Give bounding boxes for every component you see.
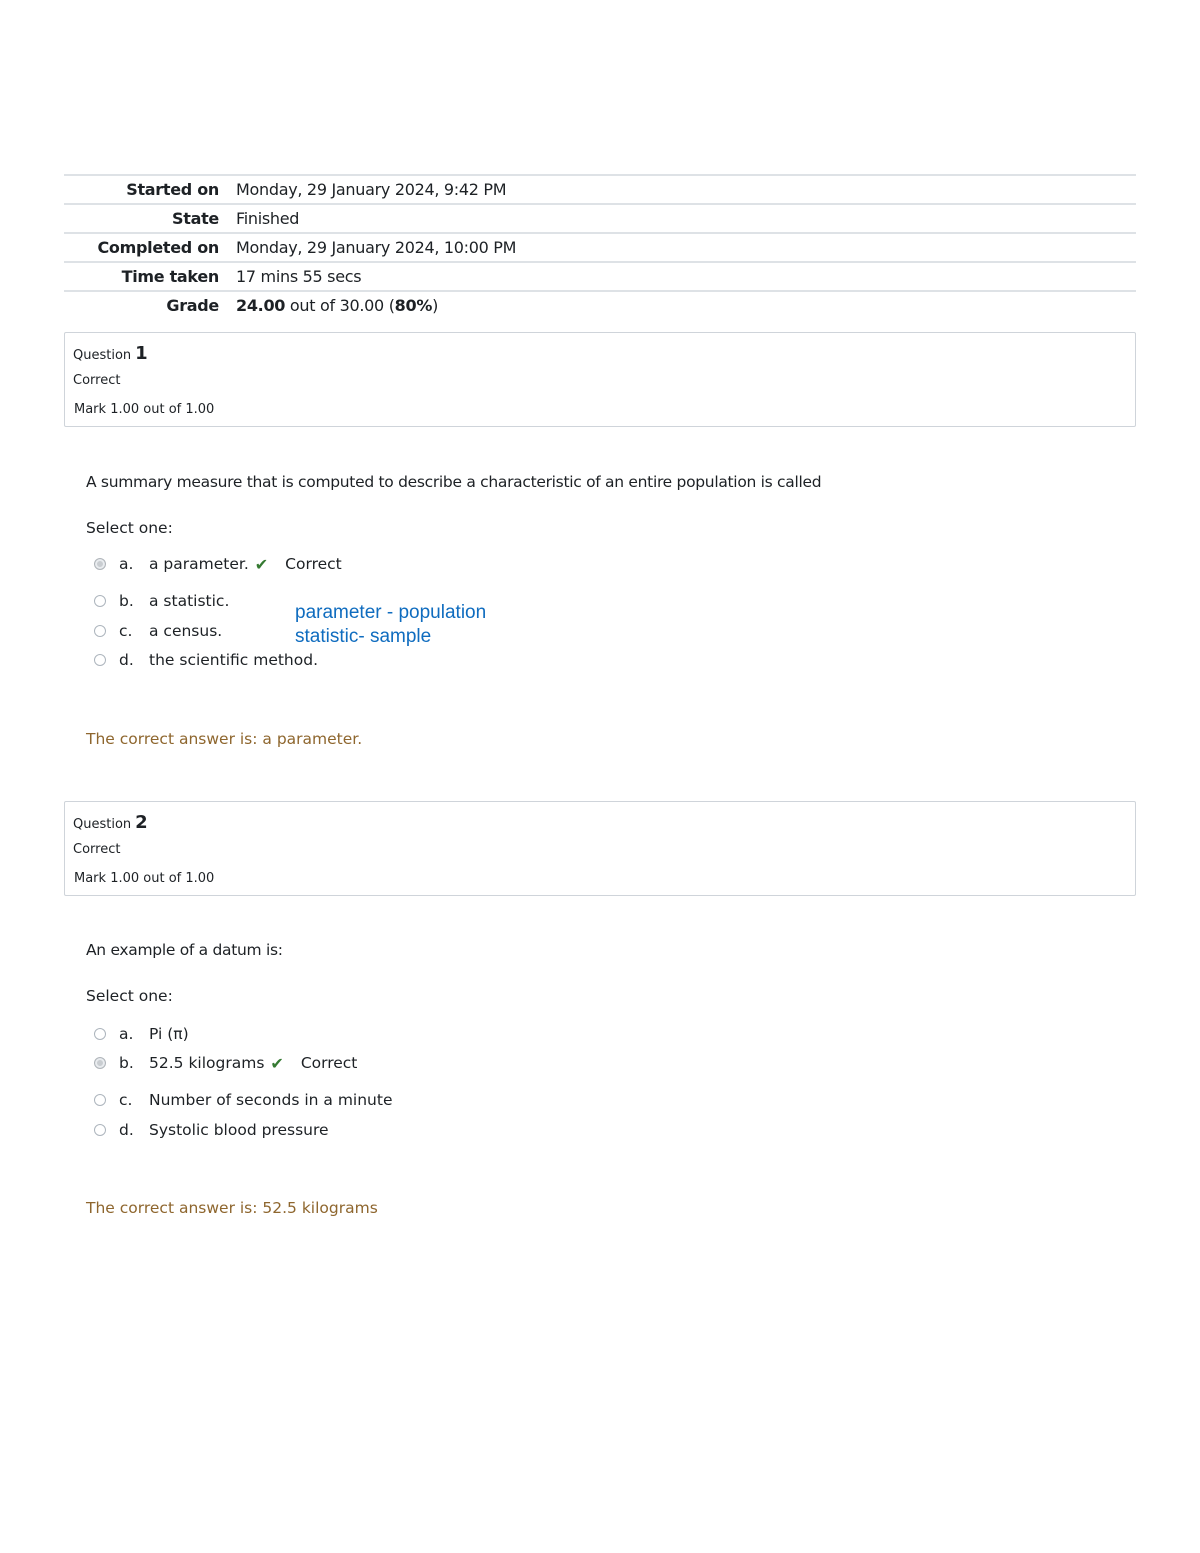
radio-button[interactable] — [94, 1094, 106, 1106]
question-mark: Mark 1.00 out of 1.00 — [74, 402, 215, 417]
option-feedback: Correct — [300, 1054, 358, 1072]
option-letter: c. — [119, 1091, 133, 1109]
quiz-summary-table — [64, 174, 1136, 319]
summary-label: State — [64, 204, 236, 233]
radio-button[interactable] — [94, 625, 106, 637]
answer-option[interactable] — [94, 1119, 329, 1141]
grade-percent: 80% — [394, 296, 433, 315]
radio-button[interactable] — [94, 1057, 106, 1069]
right-answer: The correct answer is: a parameter. — [86, 730, 363, 748]
annotation-line: parameter - population — [295, 602, 487, 623]
question-text: A summary measure that is computed to describe a characteristic of an entire population is called — [86, 473, 822, 491]
summary-label: Completed on — [64, 233, 236, 262]
answer-option[interactable] — [94, 649, 318, 671]
handwritten-annotation — [295, 601, 486, 649]
radio-button[interactable] — [94, 1028, 106, 1040]
summary-row-grade — [64, 291, 1136, 319]
option-text: a statistic. — [149, 592, 230, 610]
question-number — [73, 343, 148, 364]
answer-option[interactable] — [94, 620, 222, 642]
question-state: Correct — [73, 842, 121, 857]
option-text: a census. — [149, 622, 223, 640]
select-one-prompt: Select one: — [86, 519, 173, 537]
option-letter: b. — [119, 1054, 134, 1072]
option-feedback: Correct — [285, 555, 342, 573]
summary-label: Time taken — [64, 262, 236, 291]
question-number — [73, 812, 148, 833]
summary-value: Monday, 29 January 2024, 9:42 PM — [236, 175, 1136, 204]
grade-out-of: out of 30.00 ( — [289, 296, 395, 315]
question-info-box — [64, 801, 1136, 896]
answer-option[interactable] — [94, 1052, 357, 1074]
answer-option[interactable] — [94, 1023, 189, 1045]
question-info-box — [64, 332, 1136, 427]
summary-value: Finished — [236, 204, 1136, 233]
summary-label: Grade — [64, 291, 236, 319]
radio-button[interactable] — [94, 1124, 106, 1136]
option-text: 52.5 kilograms — [149, 1054, 265, 1072]
right-answer: The correct answer is: 52.5 kilograms — [86, 1199, 378, 1217]
option-letter: d. — [119, 1121, 134, 1139]
summary-value: Monday, 29 January 2024, 10:00 PM — [236, 233, 1136, 262]
option-text: Systolic blood pressure — [149, 1121, 329, 1139]
checkmark-icon: ✔ — [270, 1053, 284, 1073]
answer-option[interactable] — [94, 1089, 393, 1111]
option-letter: c. — [119, 622, 133, 640]
summary-row-time-taken — [64, 262, 1136, 291]
option-text: a parameter. — [149, 555, 249, 573]
question-number-value: 2 — [135, 812, 148, 833]
option-letter: a. — [119, 555, 134, 573]
summary-grade-value — [236, 291, 1136, 319]
select-one-prompt: Select one: — [86, 987, 173, 1005]
question-label: Question — [73, 348, 132, 363]
option-letter: b. — [119, 592, 134, 610]
question-label: Question — [73, 817, 132, 832]
checkmark-icon: ✔ — [254, 554, 269, 574]
annotation-line: statistic- sample — [295, 626, 432, 647]
option-letter: a. — [119, 1025, 134, 1043]
summary-row-completed — [64, 233, 1136, 262]
summary-value: 17 mins 55 secs — [236, 262, 1136, 291]
summary-row-started — [64, 175, 1136, 204]
radio-button[interactable] — [94, 654, 106, 666]
summary-label: Started on — [64, 175, 236, 204]
option-text: the scientific method. — [149, 651, 319, 669]
answer-option[interactable] — [94, 590, 229, 612]
option-text: Pi (π) — [149, 1025, 189, 1043]
option-text: Number of seconds in a minute — [149, 1091, 393, 1109]
question-mark: Mark 1.00 out of 1.00 — [74, 871, 215, 886]
question-number-value: 1 — [135, 343, 148, 364]
summary-row-state — [64, 204, 1136, 233]
answer-option[interactable] — [94, 553, 342, 575]
option-letter: d. — [119, 651, 134, 669]
grade-score: 24.00 — [236, 296, 286, 315]
question-state: Correct — [73, 373, 121, 388]
radio-button[interactable] — [94, 558, 106, 570]
grade-close: ) — [432, 296, 439, 315]
question-text: An example of a datum is: — [86, 941, 283, 959]
radio-button[interactable] — [94, 595, 106, 607]
